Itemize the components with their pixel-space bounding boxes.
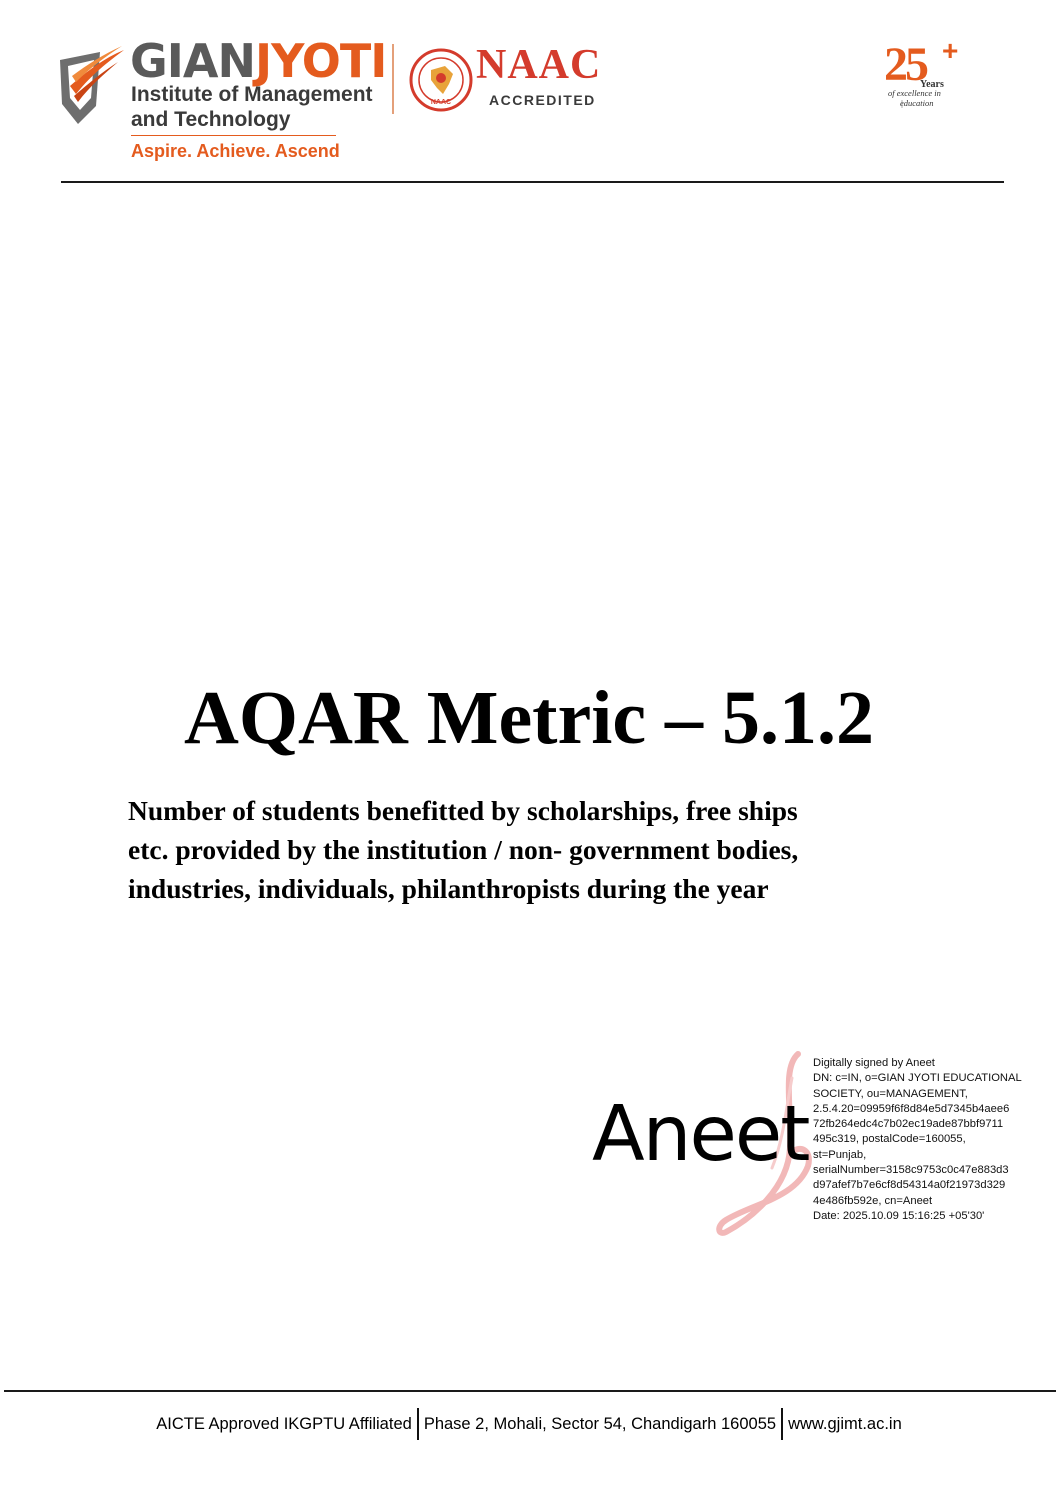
anniversary-excellence: of excellence in [888, 88, 941, 98]
gianjyoti-logo [56, 34, 387, 168]
signature-name: Aneet [592, 1090, 809, 1179]
naac-title: NAAC [476, 42, 602, 88]
header-divider [61, 181, 1004, 183]
brand-name: GIANJYOTI [130, 34, 387, 88]
anniversary-badge [880, 36, 976, 112]
signature-detail-line: 72fb264edc4c7b02ec19ade87bbf9711 [813, 1118, 1004, 1131]
anniversary-years: Years [920, 79, 944, 90]
signature-detail-line: 495c319, postalCode=160055, [813, 1133, 966, 1146]
footer-affiliation: AICTE Approved IKGPTU Affiliated [156, 1414, 412, 1433]
signature-detail-line: Digitally signed by Aneet [813, 1057, 935, 1069]
brand-line-1: Institute of Management [131, 83, 373, 106]
brand-line-2: and Technology [131, 108, 291, 131]
document-subtitle [128, 791, 948, 908]
subtitle-line: industries, individuals, philanthropists during the year [128, 873, 769, 904]
footer-separator [781, 1408, 783, 1440]
footer-address: Phase 2, Mohali, Sector 54, Chandigarh 160055 [423, 1414, 777, 1433]
anniversary-number: 25 [884, 38, 926, 91]
subtitle-line: Number of students benefitted by scholarships, free ships [128, 795, 798, 826]
digital-signature-details [813, 1056, 1043, 1224]
footer-website: www.gjimt.ac.in [788, 1414, 902, 1433]
naac-seal-icon [409, 48, 473, 112]
naac-accredited: ACCREDITED [489, 92, 596, 108]
signature-detail-line: Date: 2025.10.09 15:16:25 +05'30' [813, 1209, 985, 1222]
signature-detail-line: st=Punjab, [813, 1148, 867, 1161]
signature-detail-line: 4e486fb592e, cn=Aneet [813, 1194, 933, 1207]
signature-detail-line: 2.5.4.20=09959f6f8d84e5d7345b4aee6 [813, 1102, 1010, 1115]
footer-separator [417, 1408, 419, 1440]
brand-divider [131, 135, 336, 136]
footer-divider [4, 1390, 1056, 1392]
signature-detail-line: d97afef7b7e6cf8d54314a0f21973d329 [813, 1179, 1006, 1192]
signature-detail-line: serialNumber=3158c9753c0c47e883d3 [813, 1164, 1009, 1177]
anniversary-plus: + [942, 36, 959, 66]
anniversary-education: education [900, 98, 934, 108]
naac-seal-text: NAAC [430, 99, 452, 106]
gianjyoti-shield-icon [56, 46, 126, 126]
signature-detail-line: DN: c=IN, o=GIAN JYOTI EDUCATIONAL [813, 1072, 1022, 1085]
brand-tagline: Aspire. Achieve. Ascend [131, 141, 340, 161]
signature-detail-line: SOCIETY, ou=MANAGEMENT, [813, 1087, 968, 1100]
footer [0, 1408, 1058, 1440]
document-title: AQAR Metric – 5.1.2 [183, 676, 875, 760]
logo-separator [392, 44, 394, 114]
subtitle-line: etc. provided by the institution / non- government bodies, [128, 834, 799, 865]
